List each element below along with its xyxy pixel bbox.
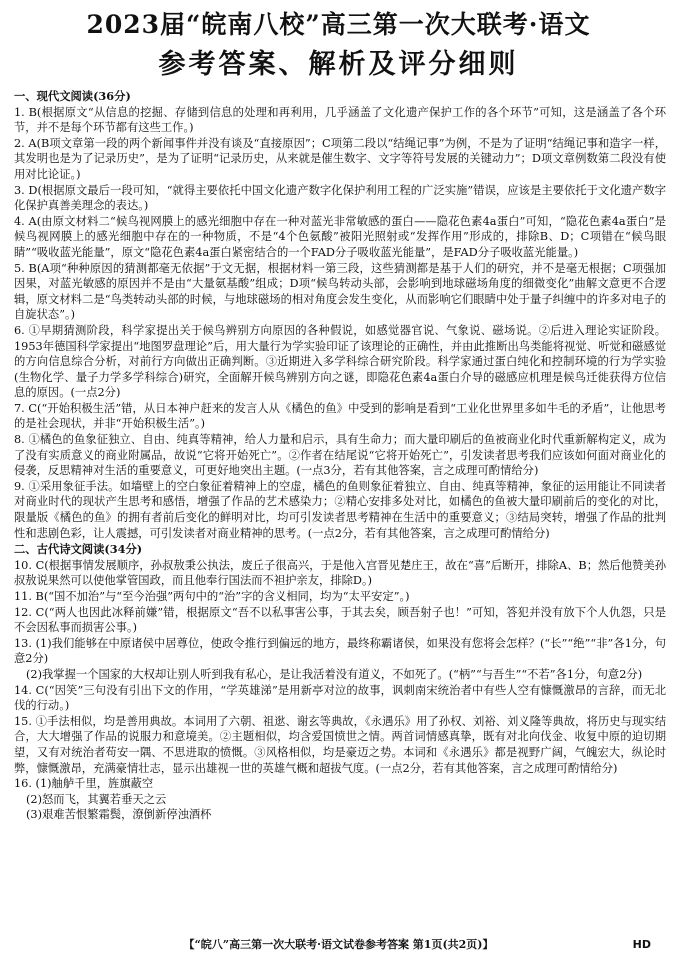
answer-item-14: 14. C(“因笑”三句没有引出下文的作用，“学英雄涕”是用新亭对泣的故事，讽刺南宋统治者中有些人空有慷慨激昂的言辞，而无北伐的行动。) xyxy=(14,683,666,713)
document-title: 2023届“皖南八校”高三第一次大联考·语文 xyxy=(86,10,591,39)
answer-item-6: 6. ①早期猜测阶段，科学家提出关于候鸟辨别方向原因的各种假说，如感觉器官说、气象说、磁场说。②后进入理论实证阶段。1953年德国科学家提出“地图罗盘理论”后，用大量行为学实验印证了该理论的正确性，并由此推断出鸟类能将视觉、听觉和磁感觉的方向信息综合分析，对前行方向做出正确判断。③近期进入多学科综合研究阶段。科学家通过蛋白纯化和控制环境的行为学实验(生物化学、量子力学多学科综合)研究，全面解开候鸟辨别方向之谜，即隐花色素4a蛋白介导的磁感应机理是候鸟迁徙获得方位信息的原因。(一点2分) xyxy=(14,323,666,400)
answer-item-3: 3. D(根据原文最后一段可知，“就得主要依托中国文化遗产数字化保护利用工程的广泛实施”错误，应该是主要依托于文化遗产数字化保护真善美理念的表达。) xyxy=(14,183,666,213)
footer-code: HD xyxy=(632,938,651,951)
answer-item-16-3: (3)艰难苦恨繁霜鬓，潦倒新停浊酒杯 xyxy=(26,808,212,822)
answer-item-13-2: (2)我掌握一个国家的大权却让别人听到我有私心，是让我活着没有道义，不如死了。(“柄”“与吾生”“不若”各1分，句意2分) xyxy=(26,667,643,681)
footer-page-info: 【“皖八”高三第一次大联考·语文试卷参考答案 第1页(共2页)】 xyxy=(183,938,494,951)
answer-body xyxy=(14,88,666,823)
answer-item-9: 9. ①采用象征手法。如墙壁上的空白象征着精神上的空虚，橘色的鱼则象征着独立、自由、纯真等精神，象征的运用能让不同读者对商业时代的现状产生思考和感悟，增强了作品的艺术感染力；②精心安排多处对比，如橘色的鱼被大量印刷前后的变化的对比，限量版《橘色的鱼》的拥有者前后变化的鲜明对比，均可引发读者思考精神在生活中的重要意义；③结局突转，增强了作品的批判性和悲剧色彩，让人震撼，可引发读者对商业精神的思考。(一点2分，若有其他答案，言之成理可酌情给分) xyxy=(14,479,666,540)
answer-item-1: 1. B(根据原文“从信息的挖掘、存储到信息的处理和再利用，几乎涵盖了文化遗产保护工作的各个环节”可知，这是涵盖了各个环节，并不是每个环节都有这些工作。) xyxy=(14,105,666,135)
answer-item-11: 11. B(“国不加治”与“至今治强”两句中的“治”字的含义相同，均为“太平安定”。) xyxy=(14,590,410,603)
answer-item-13-1: 13. (1)我们能够在中原诸侯中居尊位，使政令推行到偏远的地方，最终称霸诸侯，如果没有您将会怎样？(“长”“绝”“非”各1分，句意2分) xyxy=(14,636,666,666)
answer-item-15: 15. ①手法相似，均是善用典故。本词用了六朝、祖逖、谢玄等典故，《永遇乐》用了孙权、刘裕、刘义隆等典故，将历史与现实结合，大大增强了作品的说服力和意境美。②主题相似，均含爱国愤世之情。两首词情感真挚，既有对北向伐金、收复中原的迫切期望，又有对统治者苟安一隅、不思进取的愤慨。③风格相似，均是豪迈之势。本词和《永遇乐》都是视野广阔，气魄宏大，纵论时弊，慷慨激昂，充满豪情壮志，显示出雄视一世的英雄气概和超拔气度。(一点2分，若有其他答案，言之成理可酌情给分) xyxy=(14,714,666,775)
section-heading-classical-reading: 二、古代诗文阅读(34分) xyxy=(14,542,143,557)
section-heading-modern-reading: 一、现代文阅读(36分) xyxy=(14,89,131,103)
answer-item-7: 7. C(“开始积极生活”错，从日本神户赶来的发言人从《橘色的鱼》中受到的影响是看到“工业化世界里多如牛毛的矛盾”，让他思考的是社会现状，并非“开始积极生活”。) xyxy=(14,401,666,431)
answer-item-4: 4. A(由原文材料二“候鸟视网膜上的感光细胞中存在一种对蓝光非常敏感的蛋白——隐花色素4a蛋白”可知，“隐花色素4a蛋白”是候鸟视网膜上的感光细胞中存在的一种物质，不是“4个色氨酸”被阳光照射或“发挥作用”形成的，排除B、D；C项错在“候鸟眼睛”“吸收蓝光能量”，原文“隐花色素4a蛋白紧密结合的一个FAD分子吸收蓝光能量”，是FAD分子吸收蓝光能量。) xyxy=(14,214,666,259)
page-footer xyxy=(0,936,677,954)
answer-item-5: 5. B(A项“种种原因的猜测都毫无依据”于文无据，根据材料一第三段，这些猜测都是基于人们的研究，并不是毫无根据；C项强加因果，对蓝光敏感的原因并不是由“大量氨基酸”组成；D项“候鸟转动头部，会影响到地球磁场角度的细微变化”曲解文意更不合逻辑，原文材料二是“鸟类转动头部的时候，与地球磁场的相对角度会发生变化，从而影响它们眼睛中处于量子纠缠中的许多对电子的自旋状态”。) xyxy=(14,261,666,322)
answer-item-2: 2. A(B项文章第一段的两个新闻事件并没有谈及“直接原因”；C项第二段以“结绳记事”为例，不是为了证明“结绳记事和造字一样，其发明也是为了记录历史”，是为了证明“记录历史，从来就是催生数字、文字等符号发展的关键动力”；D项文章例数第二段没有使用对比论证。) xyxy=(14,136,666,181)
answer-item-12: 12. C(“两人也因此冰释前嫌”错，根据原文“吾不以私事害公事，于其去矣，顾吾射子也！”可知，答犯并没有放下个人仇怨，只是不会因私事而损害公事。) xyxy=(14,605,666,635)
answer-item-10: 10. C(根据事情发展顺序，孙叔敖秉公执法，废丘子很高兴，于是他入宫晋见楚庄王，故在“喜”后断开，排除A、B；然后他赞美孙叔敖说果然可以使他掌管国政，而且他奉行国法而不袒护亲友，排除D。) xyxy=(14,558,666,588)
document-subtitle: 参考答案、解析及评分细则 xyxy=(158,49,519,80)
answer-item-16-1: 16. (1)舳舻千里，旌旗蔽空 xyxy=(14,777,154,791)
answer-item-8: 8. ①橘色的鱼象征独立、自由、纯真等精神，给人力量和启示，具有生命力；而大量印刷后的鱼被商业化时代重新解构定义，成为了没有实质意义的商业附属品，故说“它将开始死亡”。②作者在结尾说“它将开始死亡”，引发读者思考我们应该如何面对商业化的侵袭，反思精神对生活的重要意义，可更好地突出主题。(一点3分，若有其他答案，言之成理可酌情给分) xyxy=(14,433,666,478)
answer-item-16-2: (2)怒而飞，其翼若垂天之云 xyxy=(26,792,167,806)
